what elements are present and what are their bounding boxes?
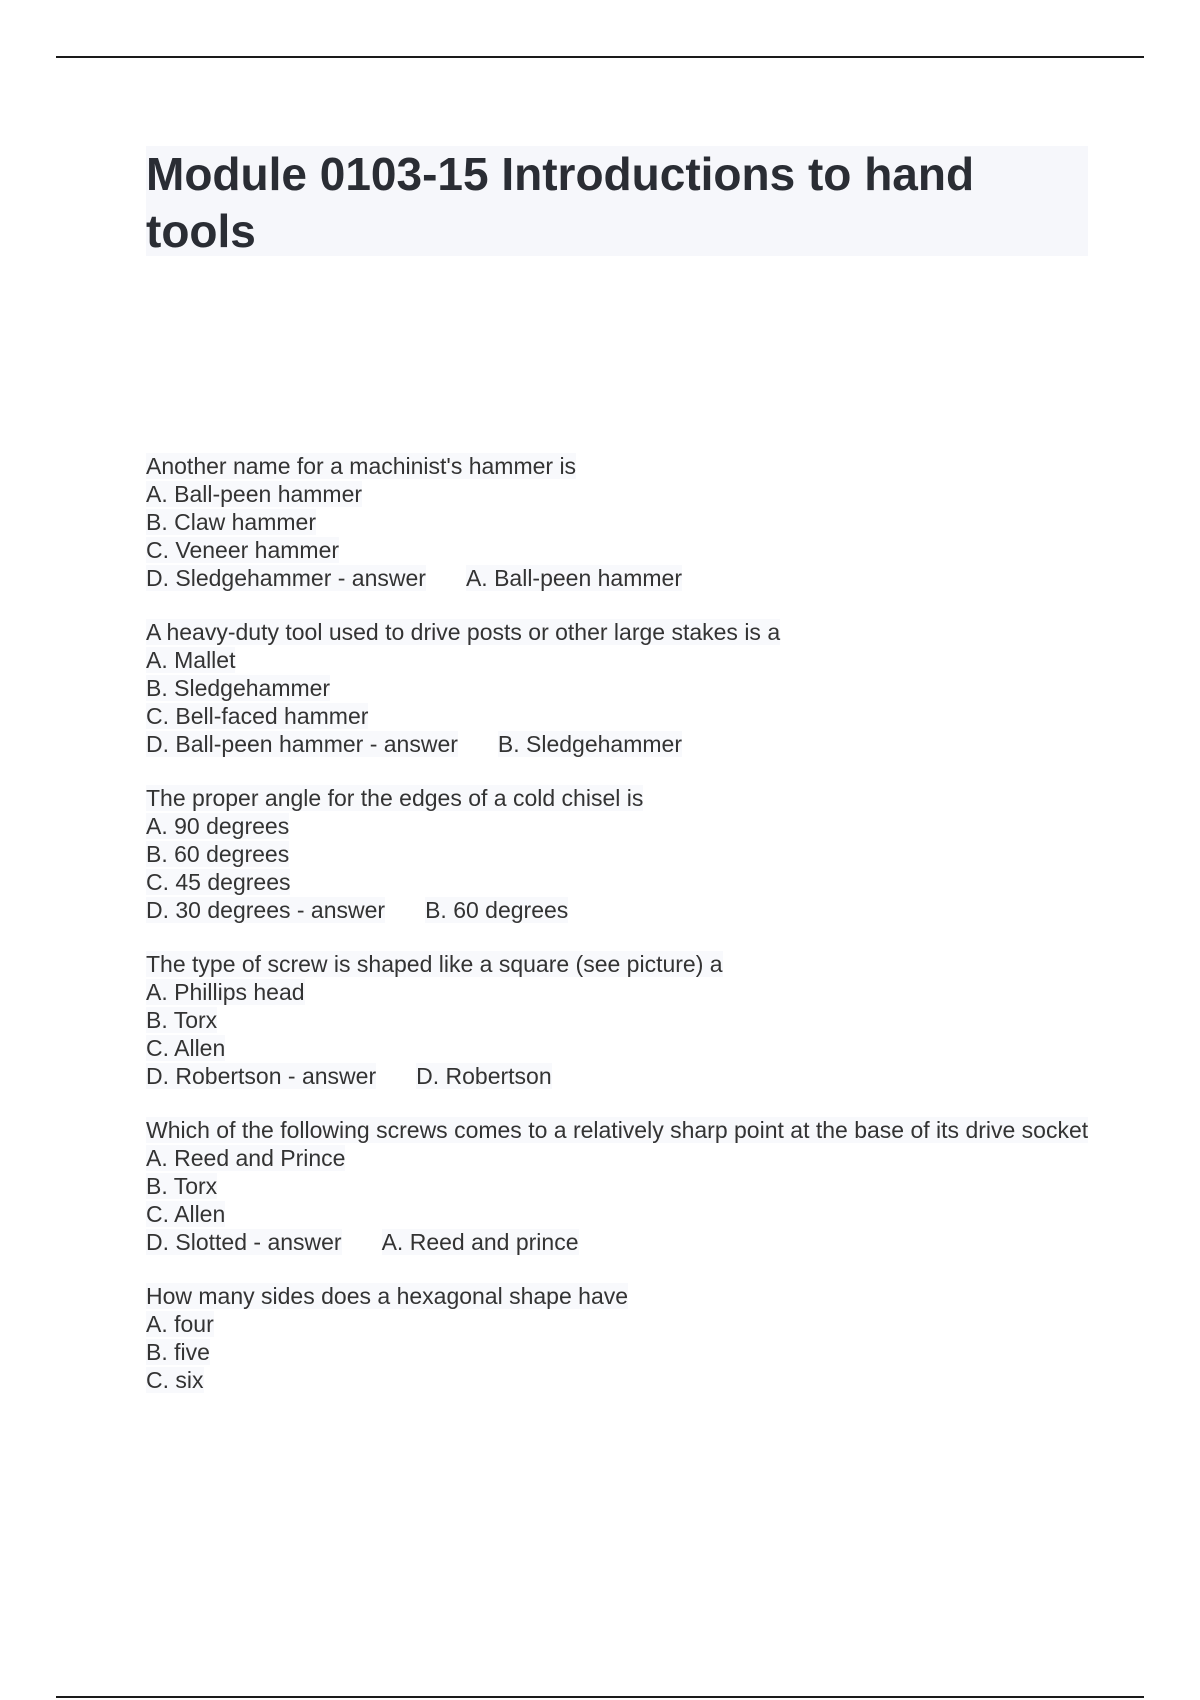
- answer-marker: - answer: [363, 731, 458, 757]
- answer-option: [146, 868, 1106, 896]
- question-prompt: [146, 950, 1106, 978]
- answer-option: [146, 896, 1106, 924]
- answer-option: [146, 1172, 1106, 1200]
- answer-option-text: D. Robertson: [146, 1063, 282, 1089]
- answer-option: [146, 480, 1106, 508]
- answer-option: [146, 702, 1106, 730]
- question-prompt: [146, 618, 1106, 646]
- answer-option: [146, 536, 1106, 564]
- bottom-rule: [56, 1696, 1144, 1698]
- answer-option-text: A. Mallet: [146, 647, 236, 673]
- answer-option: [146, 674, 1106, 702]
- correct-answer: B. 60 degrees: [425, 897, 569, 923]
- answer-option-text: C. Allen: [146, 1201, 226, 1227]
- question-prompt-text: Which of the following screws comes to a relatively sharp point at the base of its drive socket: [146, 1117, 1089, 1143]
- correct-answer: A. Ball-peen hammer: [465, 565, 682, 591]
- page-title: Module 0103-15 Introductions to hand tools: [146, 148, 975, 257]
- answer-option: [146, 1310, 1106, 1338]
- answer-marker: - answer: [281, 1063, 377, 1089]
- question-list: [146, 452, 1106, 1420]
- answer-option-text: A. Ball-peen hammer: [146, 481, 363, 507]
- answer-marker: - answer: [290, 897, 386, 923]
- answer-option-text: D. Sledgehammer: [146, 565, 332, 591]
- answer-option-text: C. Veneer hammer: [146, 537, 340, 563]
- answer-marker: - answer: [247, 1229, 342, 1255]
- answer-option: [146, 1006, 1106, 1034]
- answer-option: [146, 1338, 1106, 1366]
- answer-option: [146, 508, 1106, 536]
- question-prompt-text: How many sides does a hexagonal shape have: [146, 1283, 629, 1309]
- answer-option-text: B. 60 degrees: [146, 841, 290, 867]
- answer-option-text: D. Slotted: [146, 1229, 247, 1255]
- answer-option: [146, 1200, 1106, 1228]
- answer-option-text: D. Ball-peen hammer: [146, 731, 364, 757]
- answer-option: [146, 812, 1106, 840]
- answer-option-text: B. five: [146, 1339, 210, 1365]
- answer-option-text: A. Phillips head: [146, 979, 305, 1005]
- answer-marker: - answer: [331, 565, 426, 591]
- answer-option-text: B. Torx: [146, 1007, 218, 1033]
- question-prompt-text: The type of screw is shaped like a square (see picture) a: [146, 951, 723, 977]
- answer-option: [146, 564, 1106, 592]
- answer-option: [146, 1228, 1106, 1256]
- answer-option: [146, 978, 1106, 1006]
- answer-option: [146, 646, 1106, 674]
- question-prompt-text: Another name for a machinist's hammer is: [146, 453, 577, 479]
- answer-option-text: C. 45 degrees: [146, 869, 291, 895]
- question-block: [146, 1116, 1106, 1256]
- answer-option-text: D. 30 degrees: [146, 897, 291, 923]
- question-block: [146, 950, 1106, 1090]
- question-block: [146, 452, 1106, 592]
- answer-option-text: C. Allen: [146, 1035, 226, 1061]
- title-block: [146, 146, 1088, 256]
- question-block: [146, 1282, 1106, 1394]
- question-block: [146, 784, 1106, 924]
- answer-option: [146, 840, 1106, 868]
- answer-option-text: B. Torx: [146, 1173, 218, 1199]
- correct-answer: B. Sledgehammer: [497, 731, 682, 757]
- answer-option: [146, 1144, 1106, 1172]
- answer-option-text: A. four: [146, 1311, 214, 1337]
- correct-answer: A. Reed and prince: [381, 1229, 579, 1255]
- correct-answer: D. Robertson: [416, 1063, 552, 1089]
- answer-option: [146, 730, 1106, 758]
- question-prompt-text: A heavy-duty tool used to drive posts or other large stakes is a: [146, 619, 781, 645]
- answer-option: [146, 1366, 1106, 1394]
- question-prompt-text: The proper angle for the edges of a cold chisel is: [146, 785, 644, 811]
- answer-option-text: B. Claw hammer: [146, 509, 316, 535]
- top-rule: [56, 56, 1144, 58]
- question-prompt: [146, 1282, 1106, 1310]
- answer-option-text: B. Sledgehammer: [146, 675, 331, 701]
- question-prompt: [146, 1116, 1106, 1144]
- answer-option: [146, 1034, 1106, 1062]
- answer-option-text: C. Bell-faced hammer: [146, 703, 369, 729]
- question-prompt: [146, 452, 1106, 480]
- answer-option-text: C. six: [146, 1367, 204, 1393]
- answer-option: [146, 1062, 1106, 1090]
- question-prompt: [146, 784, 1106, 812]
- answer-option-text: A. 90 degrees: [146, 813, 290, 839]
- question-block: [146, 618, 1106, 758]
- answer-option-text: A. Reed and Prince: [146, 1145, 346, 1171]
